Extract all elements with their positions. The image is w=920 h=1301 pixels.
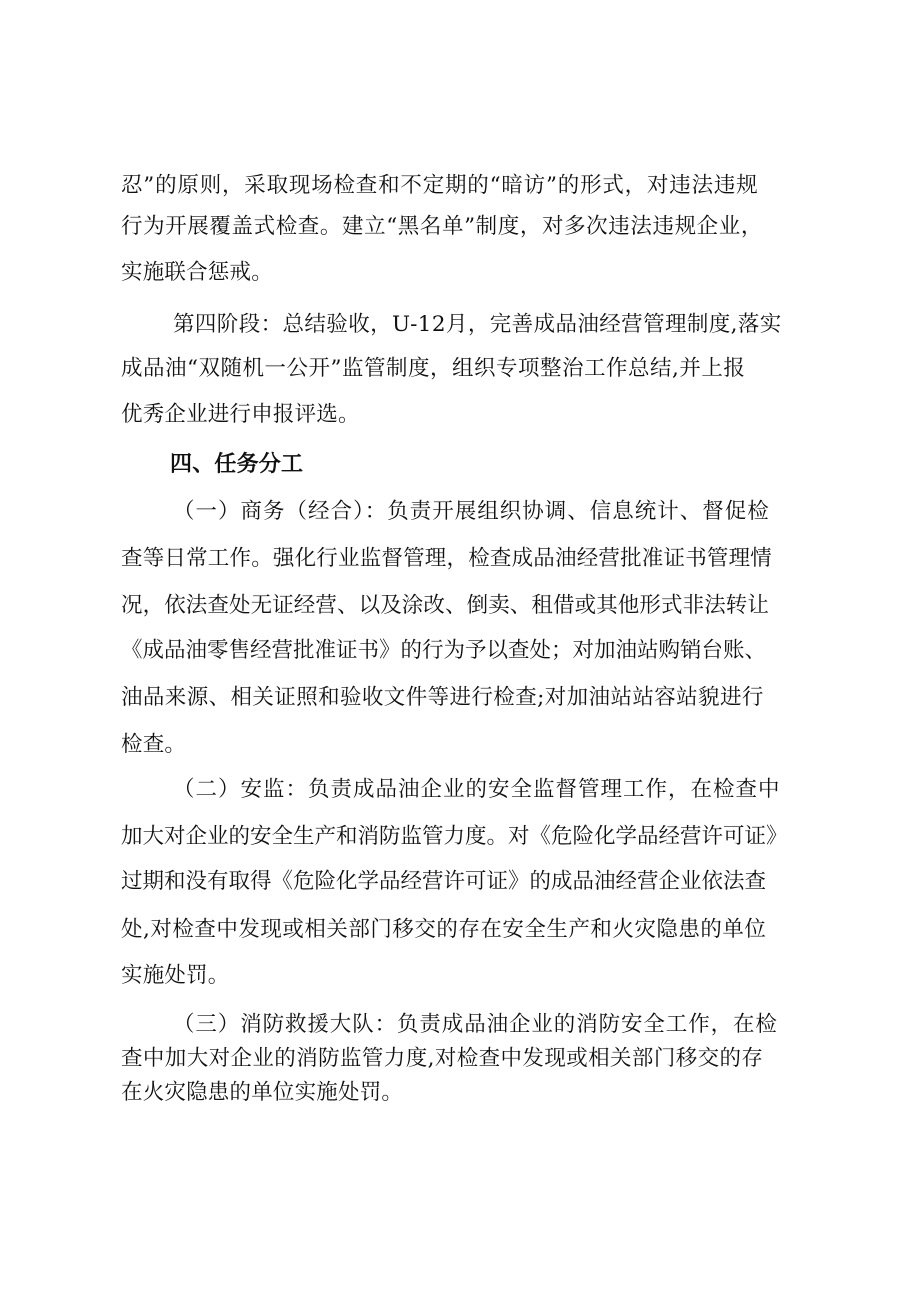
body-line: （一）商务（经合）：负责开展组织协调、信息统计、督促检 bbox=[173, 499, 770, 524]
body-line: （三）消防救援大队：负责成品油企业的消防安全工作，在检 bbox=[173, 1012, 778, 1037]
body-line: 优秀企业进行申报评选。 bbox=[121, 402, 360, 427]
body-line: 加大对企业的安全生产和消防监管力度。对《危险化学品经营许可证》 bbox=[121, 824, 788, 849]
body-line: 实施处罚。 bbox=[121, 963, 230, 988]
body-line: 处,对检查中发现或相关部门移交的存在安全生产和火灾隐患的单位 bbox=[121, 917, 767, 942]
body-line: 况，依法查处无证经营、以及涂改、倒卖、租借或其他形式非法转让 bbox=[121, 593, 770, 618]
body-line: 成品油“双随机一公开”监管制度，组织专项整治工作总结,并上报 bbox=[121, 356, 746, 381]
body-line: 实施联合惩戒。 bbox=[121, 260, 273, 285]
body-line: 油品来源、相关证照和验收文件等进行检查;对加油站站容站貌进行 bbox=[121, 685, 764, 710]
body-line: 行为开展覆盖式检查。建立“黑名单”制度，对多次违法违规企业， bbox=[121, 214, 763, 239]
body-line: 《成品油零售经营批准证书》的行为予以查处；对加油站购销台账、 bbox=[121, 638, 767, 663]
body-line: 过期和没有取得《危险化学品经营许可证》的成品油经营企业依法查 bbox=[121, 869, 767, 894]
body-line: 检查。 bbox=[121, 732, 187, 757]
body-line: 查中加大对企业的消防监管力度,对检查中发现或相关部门移交的存 bbox=[121, 1046, 764, 1071]
body-line: 第四阶段：总结验收，U-12月，完善成品油经营管理制度,落实 bbox=[173, 312, 782, 337]
body-line: 忍”的原则，采取现场检查和不定期的“暗访”的形式，对违法违规 bbox=[121, 173, 759, 198]
section-heading: 四、任务分工 bbox=[170, 452, 304, 477]
body-line: （二）安监：负责成品油企业的安全监督管理工作，在检查中 bbox=[173, 777, 781, 802]
body-line: 查等日常工作。强化行业监督管理，检查成品油经营批准证书管理情 bbox=[121, 546, 773, 571]
body-line: 在火灾隐患的单位实施处罚。 bbox=[121, 1080, 404, 1105]
